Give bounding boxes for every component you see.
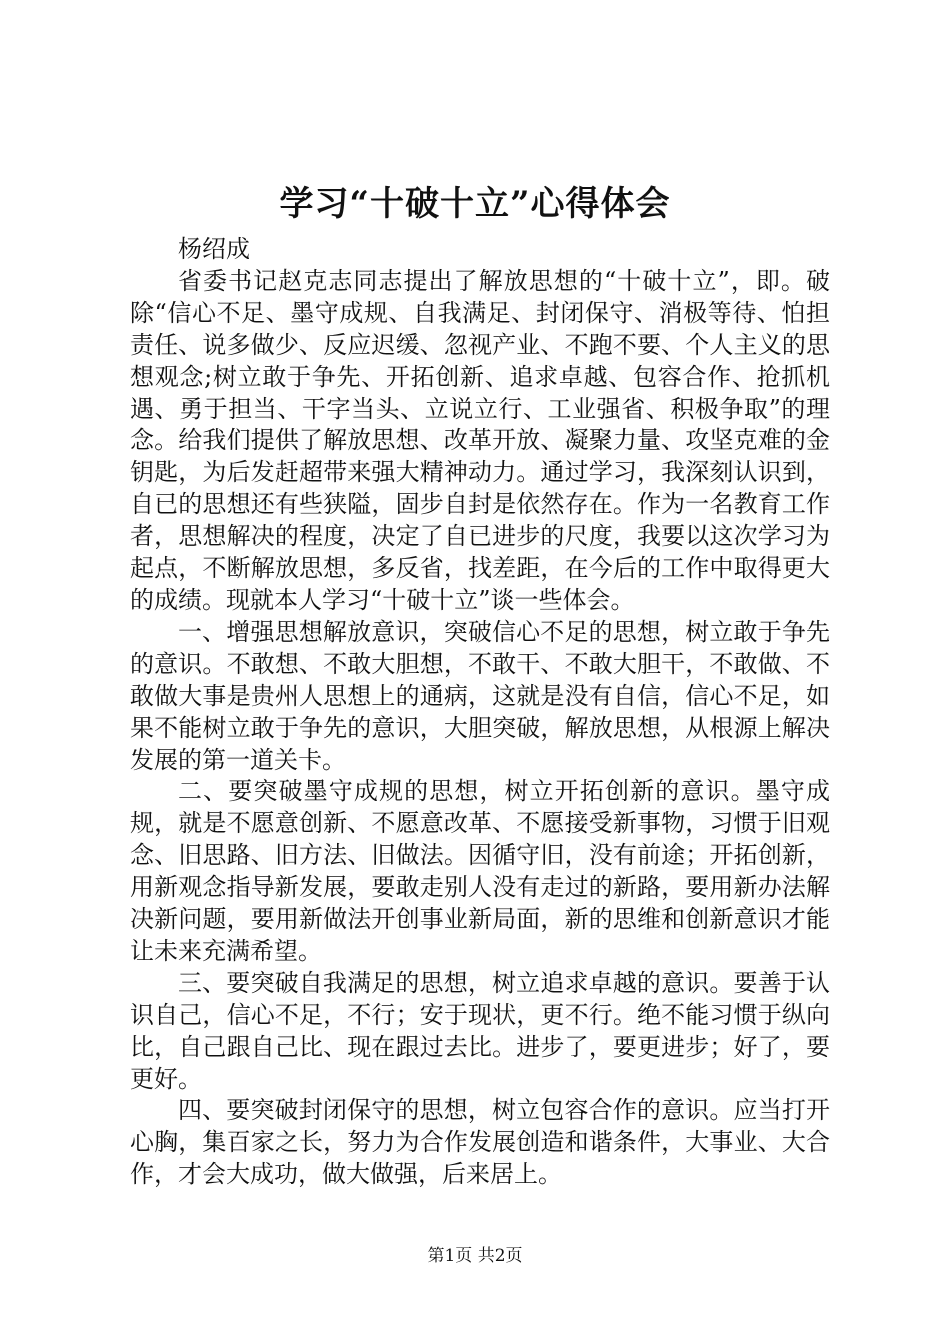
paragraph-point-3: 三、要突破自我满足的思想，树立追求卓越的意识。要善于认识自己，信心不足，不行；安于现状，更不行。绝不能习惯于纵向比，自己跟自己比、现在跟过去比。进步了，要更进步；好了，要更好。 (130, 968, 830, 1093)
paragraph-point-4: 四、要突破封闭保守的思想，树立包容合作的意识。应当打开心胸，集百家之长，努力为合作发展创造和谐条件，大事业、大合作，才会大成功，做大做强，后来居上。 (130, 1096, 830, 1189)
page-number-footer: 第1页 共2页 (427, 1246, 523, 1266)
document-title: 学习“十破十立”心得体会 (279, 184, 671, 224)
author-line: 杨绍成 (178, 235, 250, 263)
paragraph-point-2: 二、要突破墨守成规的思想，树立开拓创新的意识。墨守成规，就是不愿意创新、不愿意改革、不愿接受新事物，习惯于旧观念、旧思路、旧方法、旧做法。因循守旧，没有前途；开拓创新，用新观念指导新发展，要敢走别人没有走过的新路，要用新办法解决新问题，要用新做法开创事业新局面，新的思维和创新意识才能让未来充满希望。 (130, 777, 830, 965)
paragraph-point-1: 一、增强思想解放意识，突破信心不足的思想，树立敢于争先的意识。不敢想、不敢大胆想，不敢干、不敢大胆干，不敢做、不敢做大事是贵州人思想上的通病，这就是没有自信，信心不足，如果不能树立敢于争先的意识，大胆突破，解放思想，从根源上解决发展的第一道关卡。 (130, 617, 830, 774)
document-body (130, 234, 830, 1191)
paragraph-intro: 省委书记赵克志同志提出了解放思想的“十破十立”，即。破除“信心不足、墨守成规、自我满足、封闭保守、消极等待、怕担责任、说多做少、反应迟缓、忽视产业、不跑不要、个人主义的思想观念;树立敢于争先、开拓创新、追求卓越、包容合作、抢抓机遇、勇于担当、干字当头、立说立行、工业强省、积极争取”的理念。给我们提供了解放思想、改革开放、凝聚力量、攻坚克难的金钥匙，为后发赶超带来强大精神动力。通过学习，我深刻认识到，自已的思想还有些狭隘，固步自封是依然存在。作为一名教育工作者，思想解决的程度，决定了自已进步的尺度，我要以这次学习为起点，不断解放思想，多反省，找差距，在今后的工作中取得更大的成绩。现就本人学习“十破十立”谈一些体会。 (130, 266, 830, 614)
